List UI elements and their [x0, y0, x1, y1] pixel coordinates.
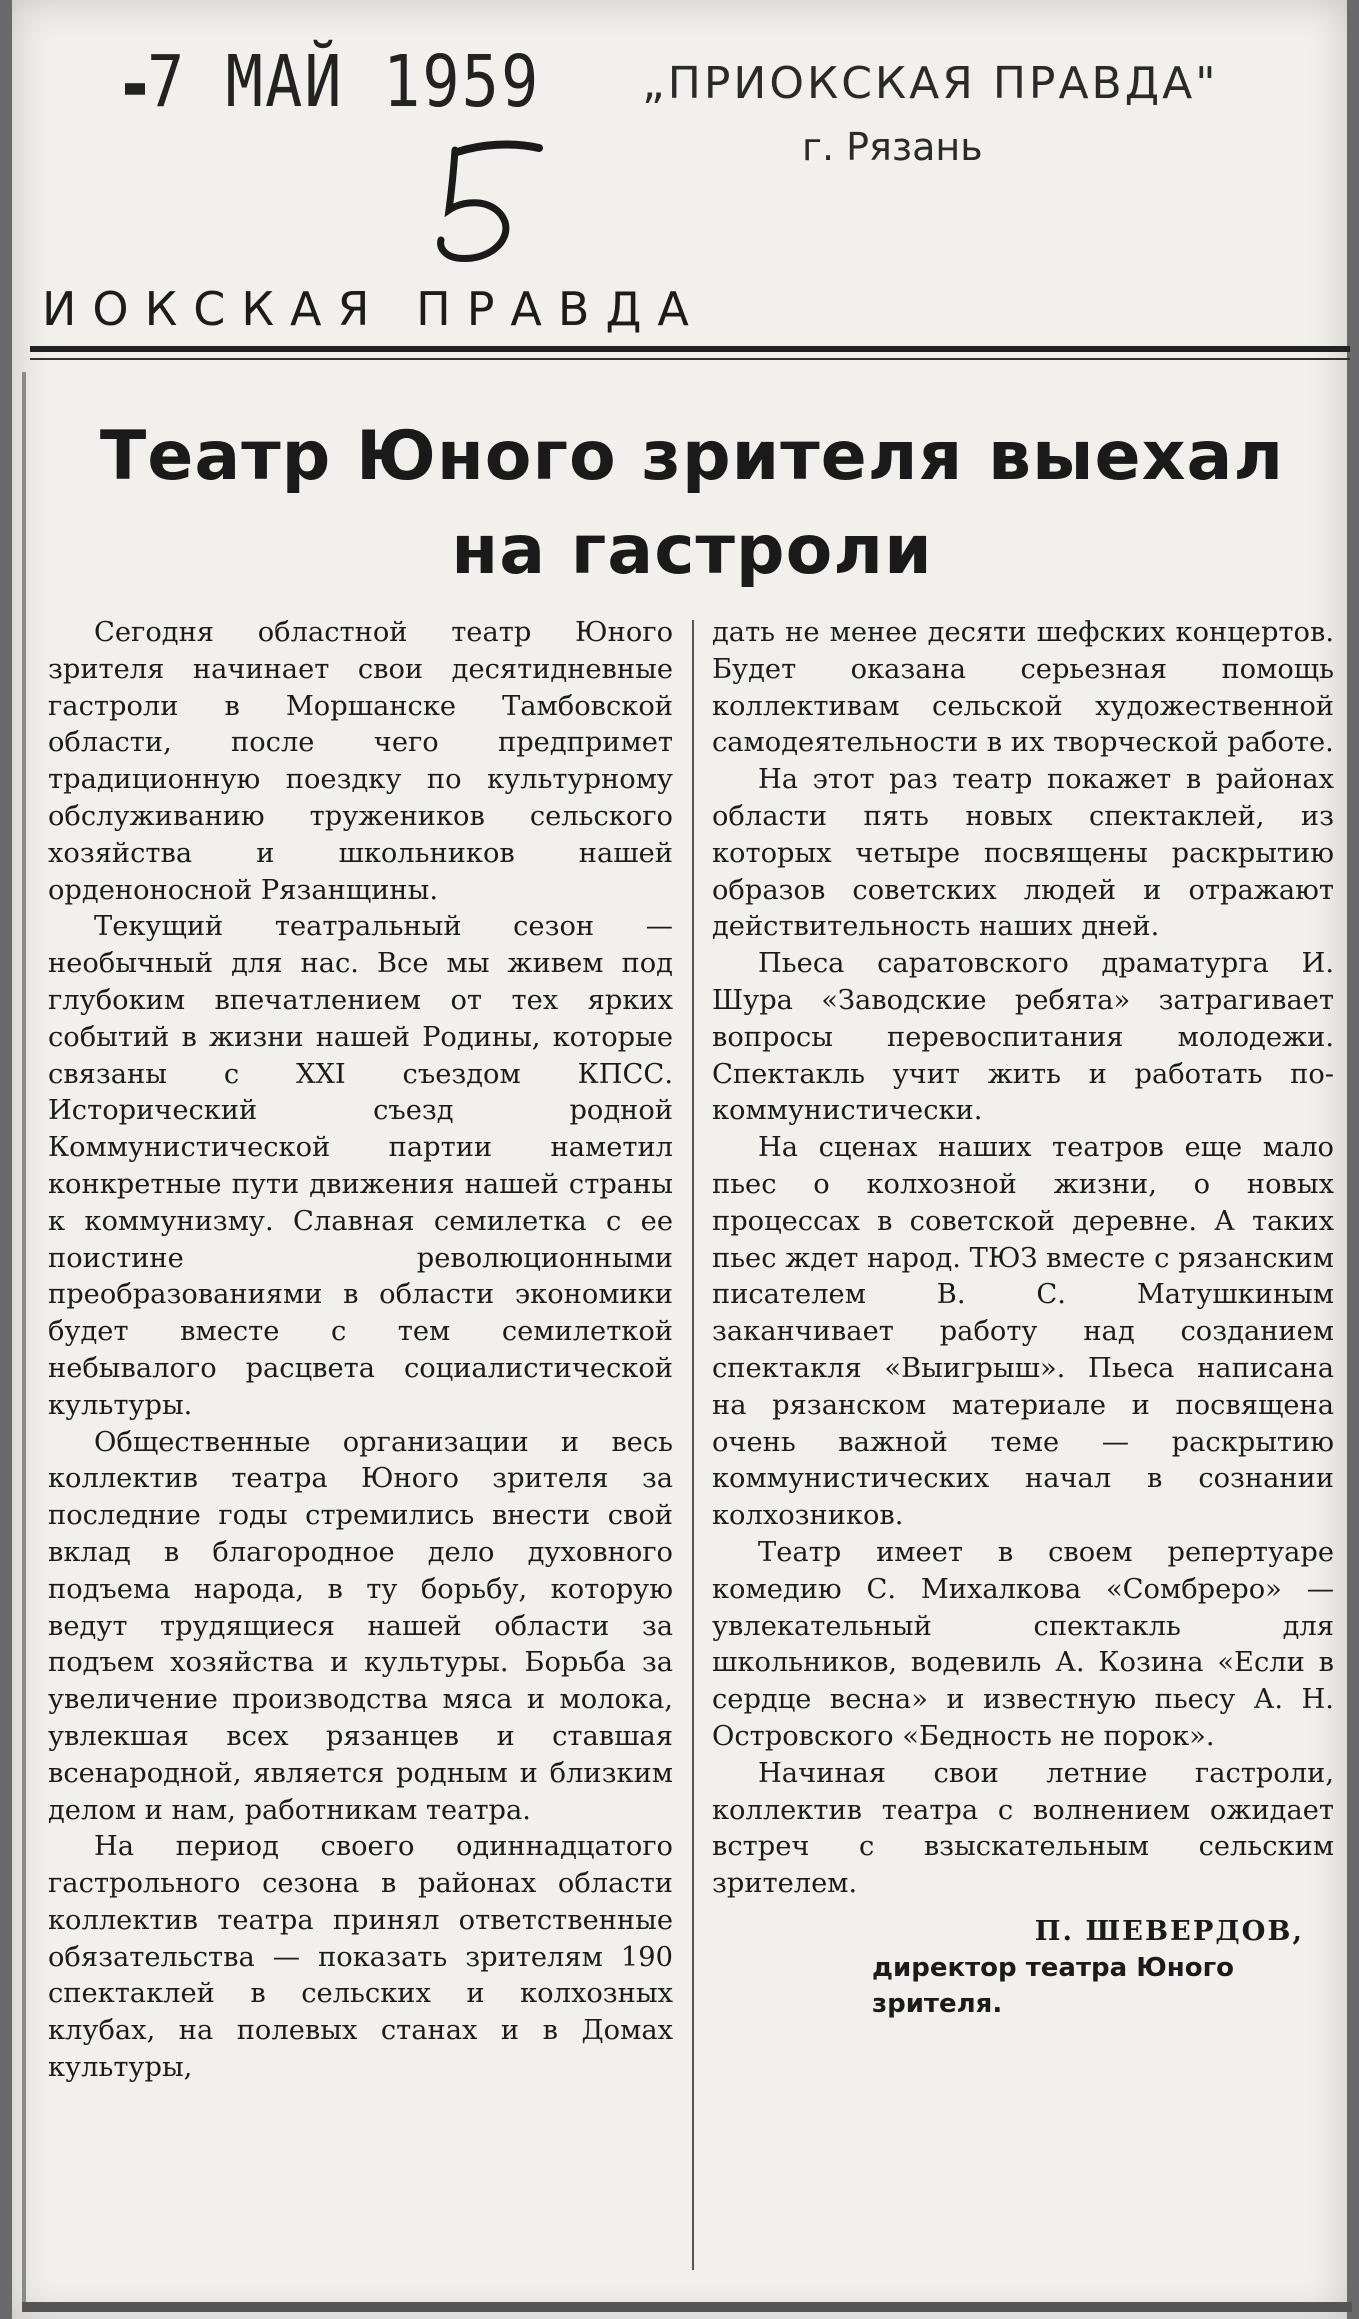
headline-line-2: на гастроли: [451, 511, 933, 590]
article-paragraph: На этот раз театр покажет в районах области пять новых спектаклей, из которых четыре посвящены раскрытию образов советских людей и отражают действительность наших дней.: [712, 764, 1334, 943]
article-headline: [32, 410, 1352, 598]
article-paragraph: Текущий театральный сезон — необычный для нас. Все мы живем под глубоким впечатлением от тех ярких событий в жизни нашей Родины, которые связаны с XXI съездом КПСС. Исторический съезд родной Коммунистической партии наметил конкретные пути движения нашей страны к коммунизму. Славная семилетка с ее поистине революционными преобразованиями в области экономики будет вместе с тем семилеткой небывалого расцвета социалистической культуры.: [48, 911, 673, 1421]
article-paragraph-continued: дать не менее десяти шефских концертов. Будет оказана серьезная помощь коллективам сельской художественной самодеятельности в их творческой работе.: [712, 617, 1334, 759]
handwritten-mark: [427, 140, 547, 270]
clipping-bottom-edge: [22, 2302, 1352, 2312]
newspaper-name-stamp: „ПРИОКСКАЯ ПРАВДА": [642, 58, 1219, 109]
author-signature: П. ШЕВЕРДОВ,: [1034, 1914, 1304, 1947]
article-paragraph: Театр имеет в своем репертуаре комедию С. Михалкова «Сомбреро» — увлекательный спектакль для школьников, водевиль А. Козина «Если в сердце весна» и известную пьесу А. Н. Островского «Бедность не порок».: [712, 1536, 1334, 1752]
article-paragraph: Начиная свои летние гастроли, коллектив театра с волнением ожидает встреч с взыскательным сельским зрителем.: [712, 1757, 1334, 1900]
article-paragraph: Сегодня областной театр Юного зрителя начинает свои десятидневные гастроли в Моршанске Тамбовской области, после чего предпримет традиционную поездку по культурному обслуживанию тружеников сельского хозяйства и школьников нашей орденоносной Рязанщины.: [48, 617, 673, 906]
column-divider: [692, 620, 694, 2270]
article-column-left: [48, 615, 673, 2087]
article-paragraph: Общественные организации и весь коллектив театра Юного зрителя за последние годы стремились внести свой вклад в благородное дело духовного подъема народа, в ту борьбу, которую ведут трудящиеся нашей области за подъем хозяйства и культуры. Борьба за увеличение производства мяса и молока, увлекшая всех рязанцев и ставшая всенародной, является родным и близким делом и нам, работникам театра.: [48, 1426, 673, 1826]
masthead: ИОКСКАЯ ПРАВДА: [42, 282, 705, 336]
article-paragraph: На период своего одиннадцатого гастрольного сезона в районах области коллектив театра принял ответственные обязательства — показать зрителям 190 спектаклей в сельских и колхозных клубах, на полевых станах и в Домах культуры,: [48, 1831, 673, 2084]
headline-line-1: Театр Юного зрителя выехал: [99, 417, 1285, 496]
newspaper-clipping: [12, 0, 1347, 2319]
masthead-rule-thin: [30, 358, 1350, 360]
date-stamp: 7 МАЙ 1959: [147, 39, 541, 124]
masthead-rule: [30, 346, 1350, 352]
article-column-right: [712, 615, 1334, 2022]
article-paragraph: Пьеса саратовского драматурга И. Шура «Заводские ребята» затрагивает вопросы перевоспитания молодежи. Спектакль учит жить и работать по-коммунистически.: [712, 948, 1334, 1127]
article-paragraph: На сценах наших театров еще мало пьес о колхозной жизни, о новых процессах в советской деревне. А таких пьес ждет народ. ТЮЗ вместе с рязанским писателем В. С. Матушкиным заканчивает работу над созданием спектакля «Выигрыш». Пьеса написана на рязанском материале и посвящена очень важной теме — раскрытию коммунистических начал в сознании колхозников.: [712, 1132, 1334, 1532]
author-role: директор театра Юного зрителя.: [872, 1952, 1235, 2019]
clipping-edge: [22, 372, 26, 2302]
city-stamp: г. Рязань: [802, 125, 983, 169]
